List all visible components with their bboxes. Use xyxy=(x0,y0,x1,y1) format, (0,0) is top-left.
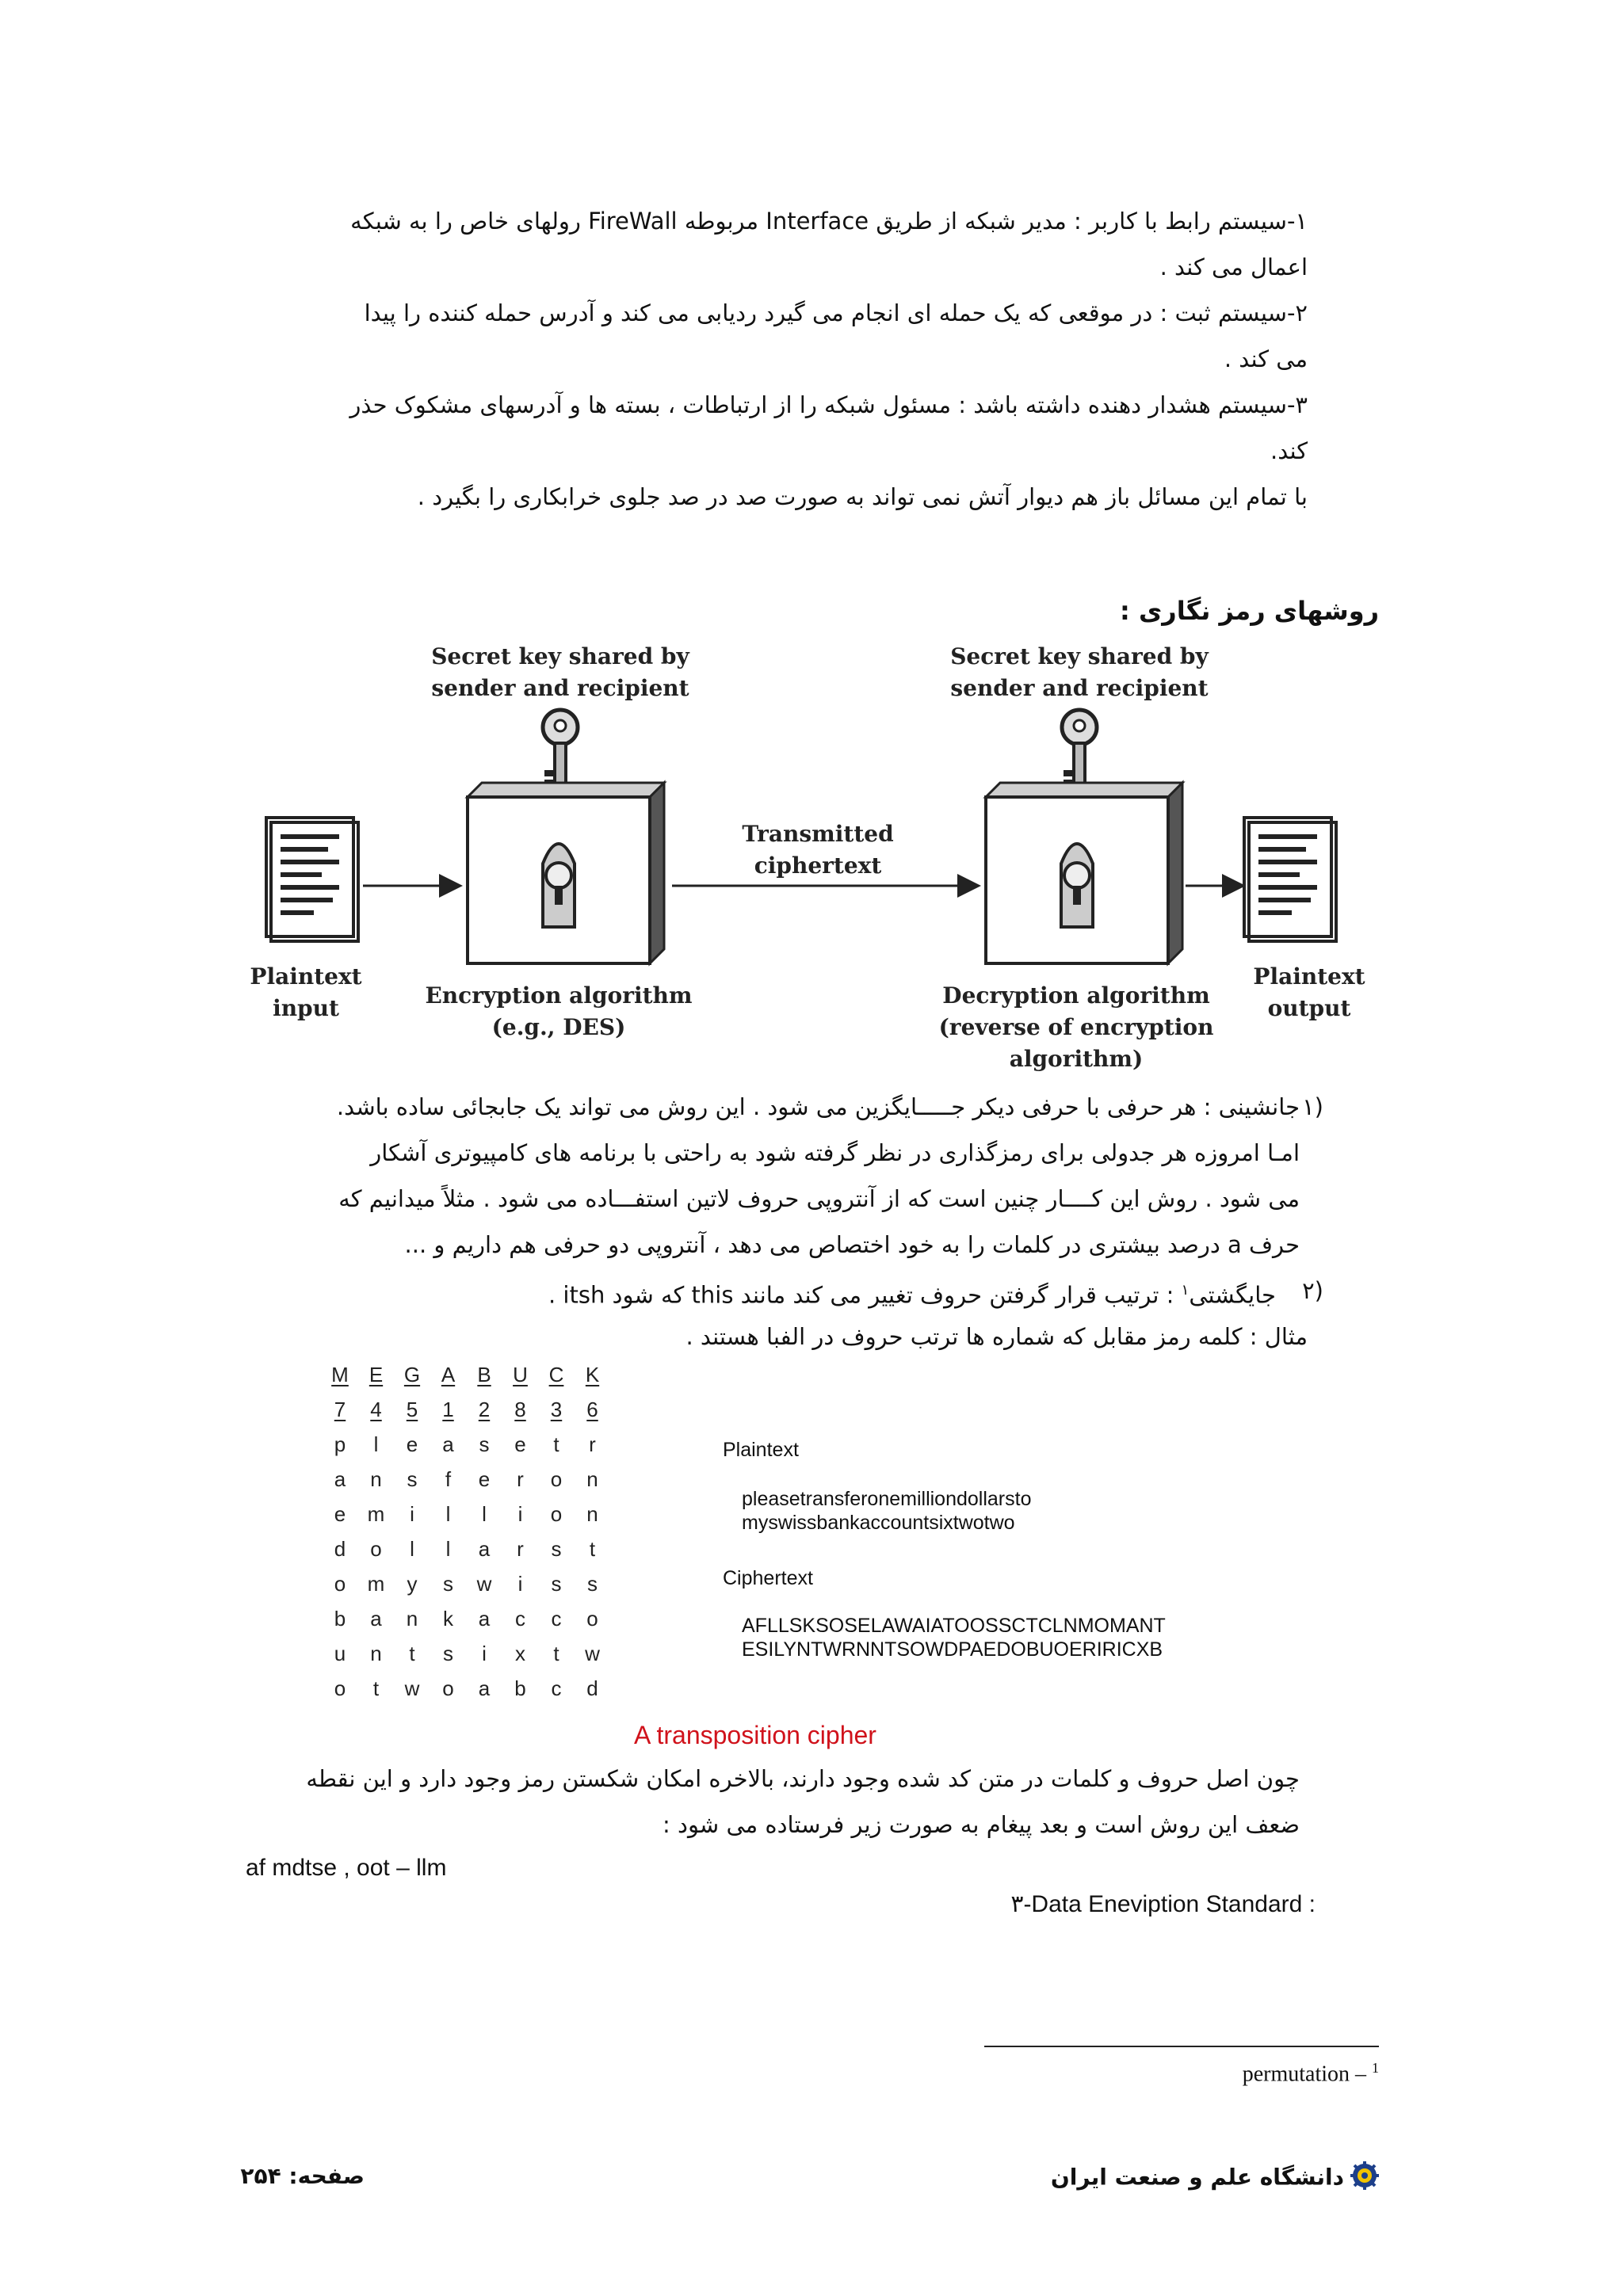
grid-cell: s xyxy=(587,1572,598,1596)
grid-cell: w xyxy=(585,1642,600,1665)
key-letter: B xyxy=(477,1363,491,1386)
key-icon-left xyxy=(543,710,578,789)
key-number: 4 xyxy=(370,1398,382,1421)
grid-cell: d xyxy=(586,1676,598,1700)
after-paragraph xyxy=(246,1756,1300,1848)
grid-cell: e xyxy=(334,1502,346,1526)
grid-cell: r xyxy=(589,1432,596,1456)
grid-cell: k xyxy=(443,1607,453,1630)
grid-cell: o xyxy=(442,1676,454,1700)
figure-caption: A transposition cipher xyxy=(634,1721,876,1749)
key-number: 3 xyxy=(550,1398,563,1421)
grid-cell: r xyxy=(517,1467,524,1491)
transmitted-label-1: Transmitted xyxy=(742,821,894,847)
document-icon-input xyxy=(266,818,358,941)
section-heading: روشهای رمز نگاری : xyxy=(1120,596,1379,626)
grid-cell: o xyxy=(586,1607,598,1630)
firewall-list xyxy=(246,198,1308,520)
grid-cell: i xyxy=(517,1572,523,1596)
grid-cell: f xyxy=(445,1467,452,1491)
method-2-text xyxy=(396,1268,1276,1318)
plaintext-output-label-1: Plaintext xyxy=(1253,963,1365,990)
plaintext-input-label-1: Plaintext xyxy=(250,963,362,990)
grid-cell: l xyxy=(410,1537,414,1561)
method-2-desc: : ترتیب قرار گرفتن حروف تغییر می کند مانند this که شود itsh . xyxy=(548,1281,1182,1309)
grid-cell: w xyxy=(404,1676,420,1700)
grid-cell: a xyxy=(442,1432,454,1456)
key-letter: E xyxy=(369,1363,384,1386)
des-heading: ۳-Data Eneviption Standard : xyxy=(1010,1891,1316,1917)
grid-cell: e xyxy=(478,1467,491,1491)
item1-line1: ۱-سیستم رابط با کاربر : مدیر شبکه از طریق Interface مربوطه FireWall رولهای خاص را به شبکه xyxy=(350,208,1308,235)
method-2-number: ۲) xyxy=(1302,1277,1323,1304)
key-number: 5 xyxy=(406,1398,418,1421)
key-label-left-2: sender and recipient xyxy=(431,675,689,701)
grid-cell: o xyxy=(550,1502,563,1526)
footer-university xyxy=(1030,2161,1379,2195)
key-label-left-1: Secret key shared by xyxy=(431,643,689,669)
grid-cell: t xyxy=(589,1537,596,1561)
grid-cell: s xyxy=(407,1467,418,1491)
after-line2: ضعف این روش است و بعد پیغام به صورت زیر فرستاده می شود : xyxy=(663,1811,1300,1838)
university-name: دانشگاه علم و صنعت ایران xyxy=(1050,2164,1344,2191)
grid-cell: t xyxy=(553,1432,559,1456)
grid-cell: x xyxy=(515,1642,525,1665)
method-1-line2: امـا امروزه هر جدولی برای رمزگذاری در نظر گرفته شود به راحتی با برنامه های کامپیوتری آشکار xyxy=(370,1139,1300,1166)
grid-cell: e xyxy=(406,1432,418,1456)
plaintext-output-label-2: output xyxy=(1267,995,1351,1021)
key-number: 6 xyxy=(586,1398,598,1421)
grid-cell: i xyxy=(482,1642,487,1665)
plaintext-line1: pleasetransferonemilliondollarsto xyxy=(742,1488,1032,1510)
grid-cell: a xyxy=(370,1607,382,1630)
key-letter: U xyxy=(513,1363,528,1386)
item1-line2: اعمال می کند . xyxy=(1159,254,1308,280)
decryption-label-3: algorithm) xyxy=(1009,1046,1144,1072)
method-1-number: ۱) xyxy=(1302,1093,1323,1120)
grid-cell: i xyxy=(517,1502,523,1526)
grid-cell: o xyxy=(334,1676,346,1700)
conclusion: با تمام این مسائل باز هم دیوار آتش نمی تواند به صورت صد در صد جلوی خرابکاری را بگیرد . xyxy=(417,483,1308,510)
grid-cell: d xyxy=(334,1537,346,1561)
footnote-text: permutation – xyxy=(1242,2061,1372,2087)
plaintext-line2: myswissbankaccountsixtwotwo xyxy=(742,1512,1015,1534)
grid-cell: l xyxy=(445,1537,451,1561)
key-icon-right xyxy=(1062,710,1097,789)
footnote-number: 1 xyxy=(1372,2060,1379,2076)
plaintext-label: Plaintext xyxy=(723,1439,799,1461)
after-line1: چون اصل حروف و کلمات در متن کد شده وجود دارند، بالاخره امکان شکستن رمز وجود دارد و این نقطه xyxy=(306,1765,1300,1792)
key-letter: C xyxy=(548,1363,564,1386)
encoded-message: af mdtse , oot – llm xyxy=(246,1855,447,1881)
grid-cell: t xyxy=(409,1642,415,1665)
item3-line2: کند. xyxy=(1270,437,1308,464)
grid-cell: o xyxy=(550,1467,563,1491)
encryption-box xyxy=(468,783,664,963)
grid-cell: m xyxy=(367,1572,385,1596)
transposition-grid xyxy=(327,1363,643,1711)
grid-cell: n xyxy=(370,1642,382,1665)
grid-cell: a xyxy=(478,1607,491,1630)
footnote-ref[interactable]: ۱ xyxy=(1181,1282,1190,1299)
grid-cell: l xyxy=(482,1502,487,1526)
grid-cell: w xyxy=(476,1572,492,1596)
grid-cell: n xyxy=(370,1467,382,1491)
key-letter: K xyxy=(585,1363,600,1386)
grid-cell: s xyxy=(551,1537,562,1561)
grid-cell: a xyxy=(334,1467,346,1491)
grid-cell: s xyxy=(443,1572,453,1596)
university-logo-icon xyxy=(1350,2161,1379,2195)
key-letter: G xyxy=(403,1363,421,1386)
plaintext-input-label-2: input xyxy=(273,995,339,1021)
footnote-divider xyxy=(984,2046,1379,2047)
grid-cell: l xyxy=(445,1502,451,1526)
lock-icon-decryption xyxy=(1061,844,1093,927)
grid-cell: b xyxy=(514,1676,526,1700)
page-number: ۲۵۴ xyxy=(240,2163,281,2189)
grid-cell: p xyxy=(334,1432,346,1456)
grid-cell: s xyxy=(551,1572,562,1596)
footer-page xyxy=(238,2163,365,2189)
grid-cell: a xyxy=(478,1537,491,1561)
grid-cell: s xyxy=(443,1642,453,1665)
key-label-right-2: sender and recipient xyxy=(950,675,1209,701)
grid-cell: i xyxy=(410,1502,414,1526)
encryption-label-2: (e.g., DES) xyxy=(491,1014,626,1040)
grid-cell: r xyxy=(517,1537,524,1561)
grid-cell: t xyxy=(553,1642,559,1665)
crypto-diagram xyxy=(238,634,1379,1077)
footnote xyxy=(1189,2060,1379,2087)
method-1-line4: حرف a درصد بیشتری در کلمات را به خود اختصاص می دهد ، آنتروپی دو حرفی هم داریم و ... xyxy=(404,1231,1300,1258)
document-icon-output xyxy=(1244,818,1336,941)
grid-cell: b xyxy=(334,1607,346,1630)
grid-cell: c xyxy=(551,1607,562,1630)
grid-cell: s xyxy=(479,1432,490,1456)
grid-cell: t xyxy=(372,1676,380,1700)
encryption-label-1: Encryption algorithm xyxy=(425,982,693,1009)
method-1-text xyxy=(246,1084,1300,1268)
method-1-line3: می شود . روش این کــــار چنین است که از آنتروپی حروف لاتین استفـــاده می شود . مثلاً میدانیم که xyxy=(338,1185,1300,1212)
lock-icon-encryption xyxy=(543,844,575,927)
grid-cell: n xyxy=(586,1467,598,1491)
item2-line1: ۲-سیستم ثبت : در موقعی که یک حمله ای انجام می گیرد ردیابی می کند و آدرس حمله کننده را پیدا xyxy=(364,299,1308,326)
item2-line2: می کند . xyxy=(1224,345,1308,372)
example-text: مثال : کلمه رمز مقابل که شماره ها ترتب حروف در الفبا هستند . xyxy=(685,1323,1308,1350)
key-number: 8 xyxy=(514,1398,526,1421)
transmitted-label-2: ciphertext xyxy=(754,852,882,879)
decryption-label-2: (reverse of encryption xyxy=(938,1014,1214,1040)
ciphertext-line1: AFLLSKSOSELAWAIATOOSSCTCLNMOMANT xyxy=(742,1615,1166,1637)
decryption-box xyxy=(986,783,1182,963)
grid-cell: n xyxy=(586,1502,598,1526)
key-number: 7 xyxy=(334,1398,346,1421)
item3-line1: ۳-سیستم هشدار دهنده داشته باشد : مسئول شبکه را از ارتباطات ، بسته ها و آدرسهای مشکوک حذر xyxy=(349,391,1308,418)
grid-cell: c xyxy=(515,1607,525,1630)
grid-cell: c xyxy=(551,1676,562,1700)
grid-cell: m xyxy=(367,1502,385,1526)
grid-cell: l xyxy=(373,1432,379,1456)
ciphertext-line2: ESILYNTWRNNTSOWDPAEDOBUOERIRICXB xyxy=(742,1638,1163,1661)
key-letter: M xyxy=(331,1363,349,1386)
grid-cell: o xyxy=(334,1572,346,1596)
grid-cell: n xyxy=(406,1607,418,1630)
grid-cell: u xyxy=(334,1642,346,1665)
decryption-label-1: Decryption algorithm xyxy=(942,982,1210,1009)
grid-cell: y xyxy=(407,1572,418,1596)
key-number: 1 xyxy=(442,1398,454,1421)
grid-cell: e xyxy=(514,1432,526,1456)
key-label-right-1: Secret key shared by xyxy=(950,643,1209,669)
ciphertext-label: Ciphertext xyxy=(723,1567,813,1589)
method-1-line1: جانشینی : هر حرفی با حرفی دیکر جـــــایگزین می شود . این روش می تواند یک جابجائی ساده باشد. xyxy=(336,1093,1300,1120)
method-2-term: جایگشتی xyxy=(1189,1281,1276,1309)
key-number: 2 xyxy=(478,1398,491,1421)
key-letter: A xyxy=(441,1363,456,1386)
page-label: صفحه: xyxy=(288,2163,365,2189)
grid-cell: a xyxy=(478,1676,491,1700)
grid-cell: o xyxy=(370,1537,382,1561)
